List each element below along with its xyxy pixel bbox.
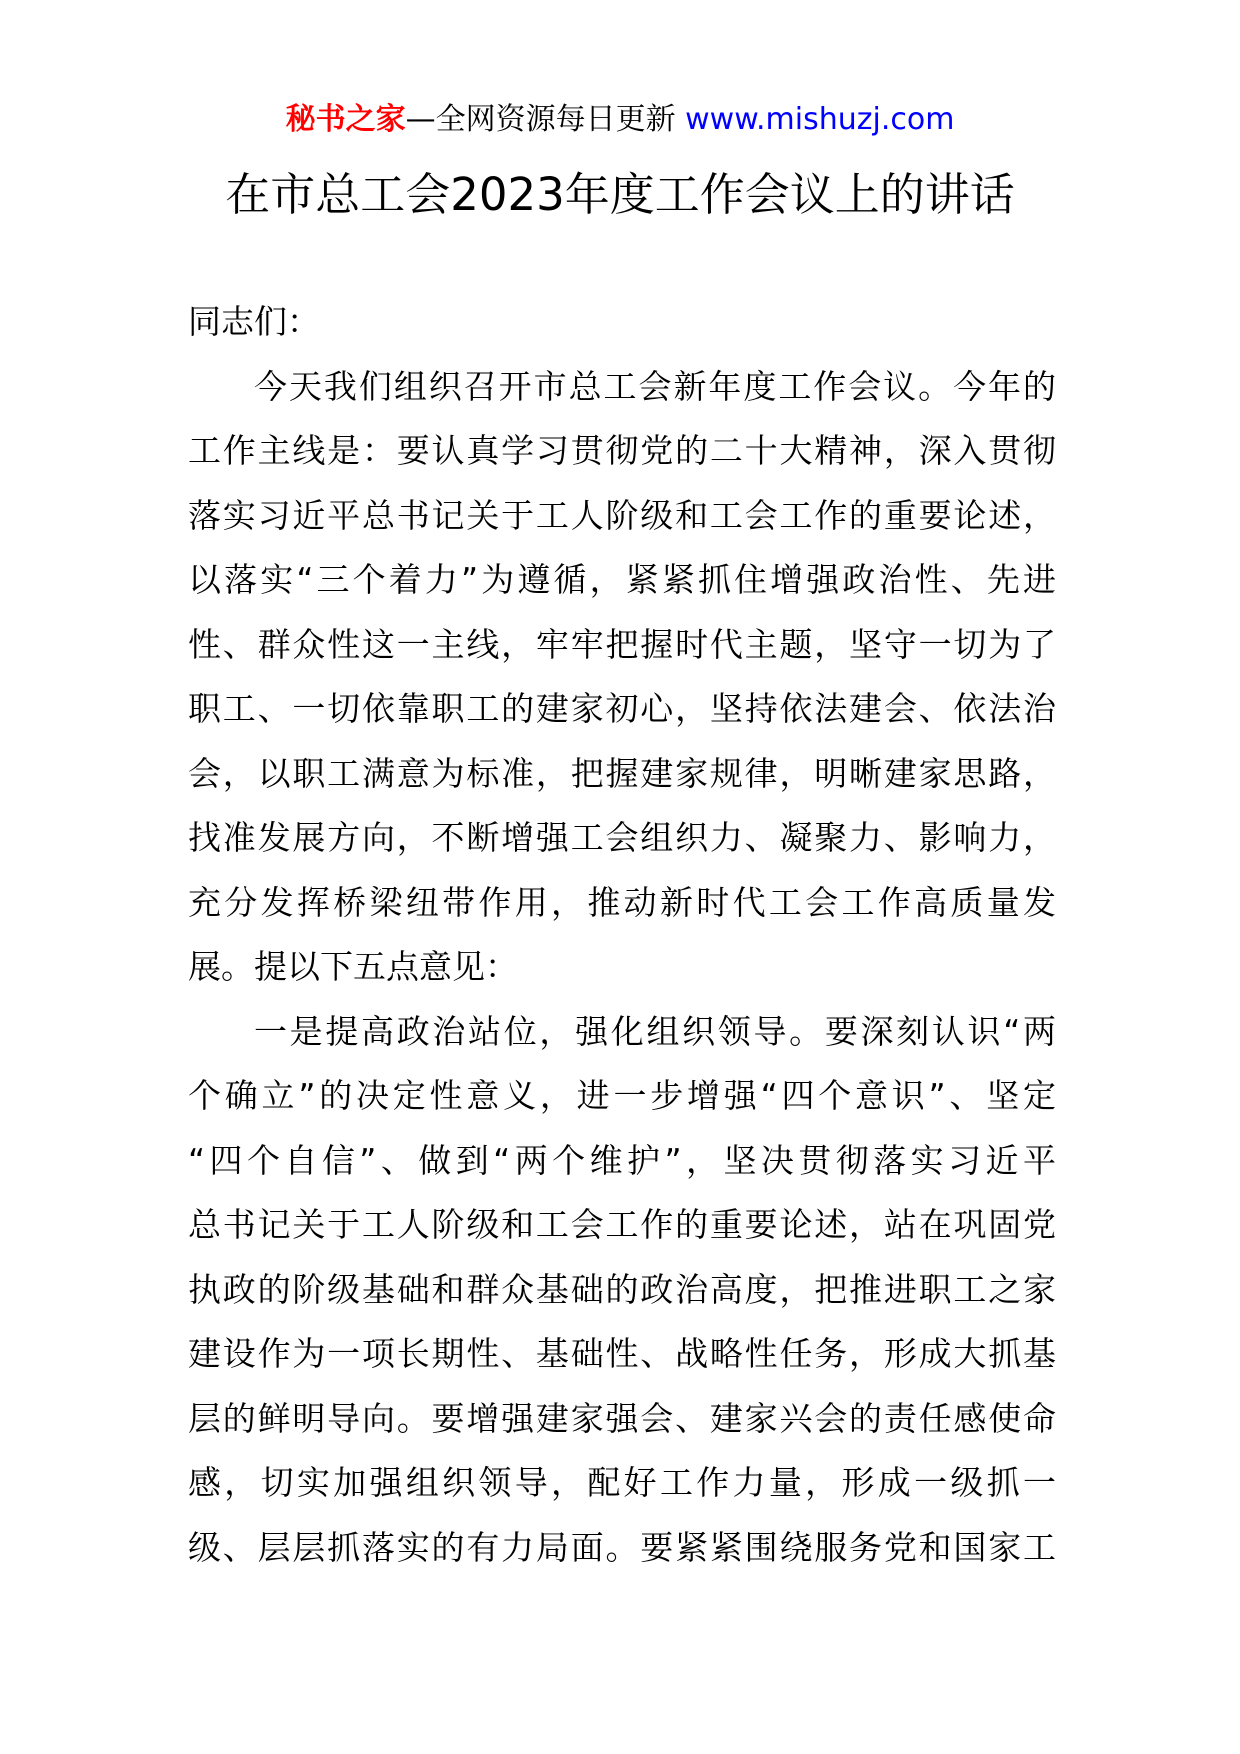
body-text-line: 个确立”的决定性意义，进一步增强“四个意识”、坚定 [188,1076,1056,1115]
body-text-line: “四个自信”、做到“两个维护”，坚决贯彻落实习近平 [188,1140,1056,1180]
body-text-line: 充分发挥桥梁纽带作用，推动新时代工会工作高质量发 [188,882,1056,922]
body-text-line: 层的鲜明导向。要增强建家强会、建家兴会的责任感使命 [188,1398,1056,1438]
body-text-line: 建设作为一项长期性、基础性、战略性任务，形成大抓基 [188,1334,1056,1373]
body-text-line: 级、层层抓落实的有力局面。要紧紧围绕服务党和国家工 [188,1527,1056,1567]
body-text-line: 会，以职工满意为标准，把握建家规律，明晰建家思路， [188,753,1056,793]
salutation: 同志们： [188,302,320,341]
body-text-line: 今天我们组织召开市总工会新年度工作会议。今年的 [254,366,1056,406]
document-body [188,290,1056,1580]
site-url-link[interactable]: www.mishuzj.com [685,102,955,137]
banner-tagline: —全网资源每日更新 [405,102,676,137]
site-banner [0,100,1240,140]
body-text-line: 总书记关于工人阶级和工会工作的重要论述，站在巩固党 [188,1205,1056,1244]
body-text-line: 执政的阶级基础和群众基础的政治高度，把推进职工之家 [188,1269,1056,1309]
body-text-line: 一是提高政治站位，强化组织领导。要深刻认识“两 [254,1011,1056,1051]
document-title: 在市总工会2023年度工作会议上的讲话 [225,168,1015,221]
body-text-line: 感，切实加强组织领导，配好工作力量，形成一级抓一 [188,1463,1056,1502]
body-text-line: 工作主线是：要认真学习贯彻党的二十大精神，深入贯彻 [188,431,1056,470]
body-text-line: 职工、一切依靠职工的建家初心，坚持依法建会、依法治 [188,689,1056,728]
body-text-line: 以落实“三个着力”为遵循，紧紧抓住增强政治性、先进 [188,560,1056,599]
body-text-line: 找准发展方向，不断增强工会组织力、凝聚力、影响力， [188,818,1056,857]
brand-name: 秘书之家 [285,102,406,137]
body-text-line: 展。提以下五点意见： [188,947,518,986]
body-text-line: 性、群众性这一主线，牢牢把握时代主题，坚守一切为了 [188,624,1056,664]
body-text-line: 落实习近平总书记关于工人阶级和工会工作的重要论述， [188,495,1056,535]
